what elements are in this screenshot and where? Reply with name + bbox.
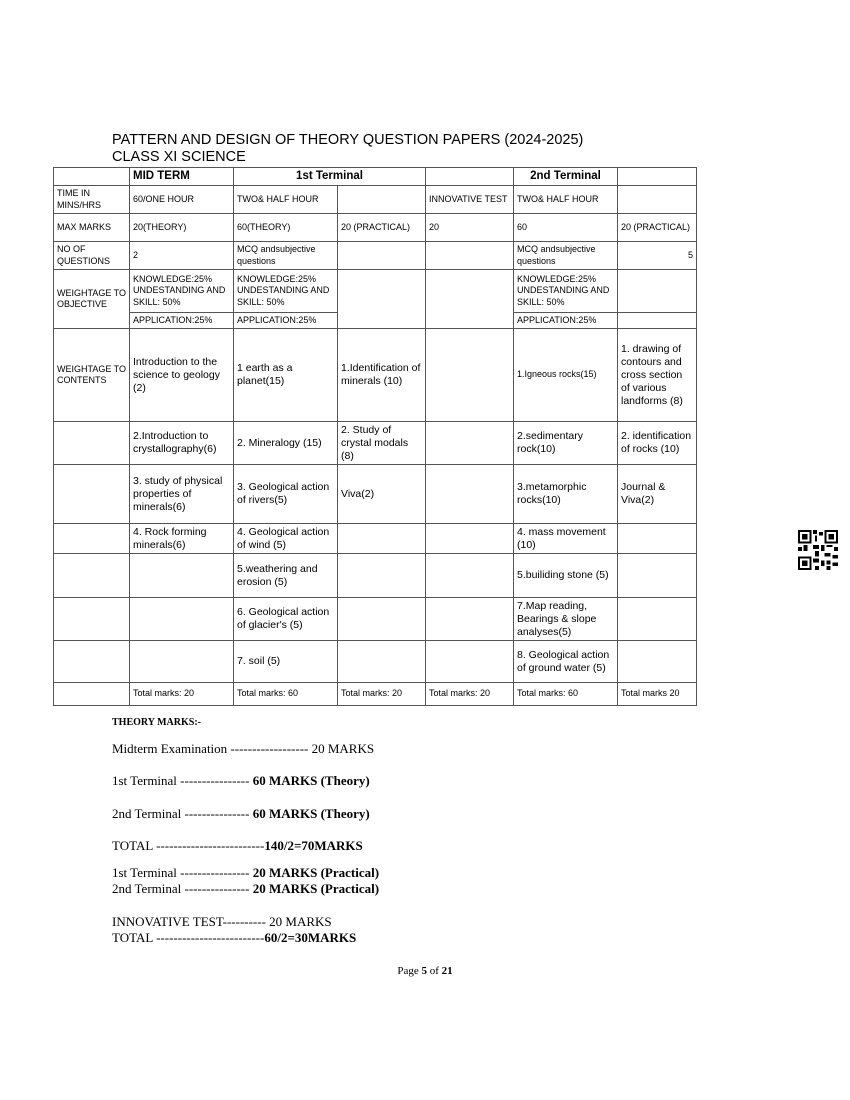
table-row [54,524,697,554]
table-cell [426,524,514,554]
table-totals-row [54,683,697,706]
table-cell: 4. mass movement (10) [514,524,618,554]
table-cell: APPLICATION:25% [514,313,618,329]
table-cell [338,554,426,598]
row-label-max-marks: MAX MARKS [54,214,130,242]
page-number: Page 5 of 21 [397,965,453,977]
table-cell [426,168,514,186]
table-cell [618,186,697,214]
table-cell: 1.Identification of minerals (10) [338,329,426,422]
title-line-2: CLASS XI SCIENCE [112,149,246,165]
table-cell [338,270,426,329]
header-2nd-terminal: 2nd Terminal [514,168,618,186]
table-row [54,465,697,524]
table-cell: Viva(2) [338,465,426,524]
table-cell [618,313,697,329]
table-cell [130,554,234,598]
table-row [54,242,697,270]
table-cell: 4. Geological action of wind (5) [234,524,338,554]
header-1st-terminal: 1st Terminal [234,168,426,186]
table-row [54,598,697,641]
total-cell: Total marks: 60 [234,683,338,706]
row-label-time: TIME IN MINS/HRS [54,186,130,214]
table-cell: TWO& HALF HOUR [514,186,618,214]
first-terminal-practical-line: 1st Terminal ---------------- 20 MARKS (Practical) [112,865,380,880]
total-cell: Total marks 20 [618,683,697,706]
table-cell: 2.sedimentary rock(10) [514,422,618,465]
table-cell: MCQ andsubjective questions [234,242,338,270]
table-row [54,214,697,242]
table-cell [54,598,130,641]
row-label-no-of-questions: NO OF QUESTIONS [54,242,130,270]
table-cell: 3.metamorphic rocks(10) [514,465,618,524]
table-cell: 1.Igneous rocks(15) [514,329,618,422]
table-cell: 3. Geological action of rivers(5) [234,465,338,524]
table-cell [54,524,130,554]
table-cell: 20 [426,214,514,242]
total-cell: Total marks: 20 [130,683,234,706]
table-cell: 2. Mineralogy (15) [234,422,338,465]
table-cell [618,270,697,313]
total-cell: Total marks: 20 [426,683,514,706]
table-cell [54,465,130,524]
midterm-marks-line: Midterm Examination ------------------ 20 MARKS [112,741,375,756]
table-cell [130,598,234,641]
table-cell [426,422,514,465]
row-label-weightage-objective: WEIGHTAGE TO OBJECTIVE [54,270,130,329]
table-cell [338,641,426,683]
total-cell: Total marks: 60 [514,683,618,706]
table-cell: Introduction to the science to geology (2) [130,329,234,422]
row-label-weightage-contents: WEIGHTAGE TO CONTENTS [54,329,130,422]
table-cell: 20 (PRACTICAL) [618,214,697,242]
table-row [54,641,697,683]
table-cell: 60(THEORY) [234,214,338,242]
table-cell: INNOVATIVE TEST [426,186,514,214]
table-cell: 8. Geological action of ground water (5) [514,641,618,683]
table-cell [618,168,697,186]
table-cell: 20(THEORY) [130,214,234,242]
table-cell: 6. Geological action of glacier's (5) [234,598,338,641]
table-cell: 5.weathering and erosion (5) [234,554,338,598]
theory-marks-heading: THEORY MARKS:- [112,717,201,728]
table-cell [54,554,130,598]
question-paper-pattern-table [53,167,697,706]
table-row [54,422,697,465]
table-cell [426,641,514,683]
table-cell: 2 [130,242,234,270]
table-row [54,186,697,214]
table-cell [426,554,514,598]
table-cell: MCQ andsubjective questions [514,242,618,270]
table-row [54,270,697,313]
table-cell [338,242,426,270]
table-cell: 20 (PRACTICAL) [338,214,426,242]
table-cell [54,422,130,465]
innovative-test-line: INNOVATIVE TEST---------- 20 MARKS [112,914,332,929]
table-cell: APPLICATION:25% [130,313,234,329]
table-cell: 7. soil (5) [234,641,338,683]
table-cell [618,598,697,641]
table-row [54,329,697,422]
second-terminal-practical-line: 2nd Terminal --------------- 20 MARKS (Practical) [112,881,380,896]
table-cell [338,186,426,214]
table-cell [618,524,697,554]
table-cell: 1. drawing of contours and cross section of various landforms (8) [618,329,697,422]
table-cell [426,465,514,524]
table-cell: 2.Introduction to crystallography(6) [130,422,234,465]
table-cell: 1 earth as a planet(15) [234,329,338,422]
qr-code-icon [798,530,838,570]
title-line-1: PATTERN AND DESIGN OF THEORY QUESTION PAPERS (2024-2025) [112,132,584,148]
table-cell [426,598,514,641]
table-cell [426,329,514,422]
table-cell: 60/ONE HOUR [130,186,234,214]
table-cell [54,683,130,706]
table-cell [426,242,514,270]
header-mid-term: MID TERM [130,168,234,186]
table-cell [54,168,130,186]
total-theory-line: TOTAL -------------------------140/2=70MARKS [112,838,363,853]
table-cell: 3. study of physical properties of minerals(6) [130,465,234,524]
table-header-row [54,168,697,186]
table-cell: 5.builiding stone (5) [514,554,618,598]
table-cell: 2. Study of crystal modals (8) [338,422,426,465]
table-cell: 5 [618,242,697,270]
table-cell [338,524,426,554]
table-cell: KNOWLEDGE:25% UNDESTANDING AND SKILL: 50% [234,270,338,313]
table-cell [618,641,697,683]
table-cell: 2. identification of rocks (10) [618,422,697,465]
table-cell: 7.Map reading, Bearings & slope analyses(5) [514,598,618,641]
table-cell: KNOWLEDGE:25% UNDESTANDING AND SKILL: 50% [514,270,618,313]
table-cell [130,641,234,683]
table-cell: KNOWLEDGE:25% UNDESTANDING AND SKILL: 50% [130,270,234,313]
table-cell [54,641,130,683]
table-cell [426,270,514,329]
table-cell: 4. Rock forming minerals(6) [130,524,234,554]
page-title [112,132,583,166]
table-cell: TWO& HALF HOUR [234,186,338,214]
table-cell: 60 [514,214,618,242]
table-cell: Journal & Viva(2) [618,465,697,524]
second-terminal-theory-line: 2nd Terminal --------------- 60 MARKS (Theory) [112,806,370,821]
first-terminal-theory-line: 1st Terminal ---------------- 60 MARKS (Theory) [112,773,370,788]
table-cell: APPLICATION:25% [234,313,338,329]
total-practical-line: TOTAL -------------------------60/2=30MARKS [112,930,357,945]
total-cell: Total marks: 20 [338,683,426,706]
table-row [54,554,697,598]
table-cell [338,598,426,641]
table-cell [618,554,697,598]
